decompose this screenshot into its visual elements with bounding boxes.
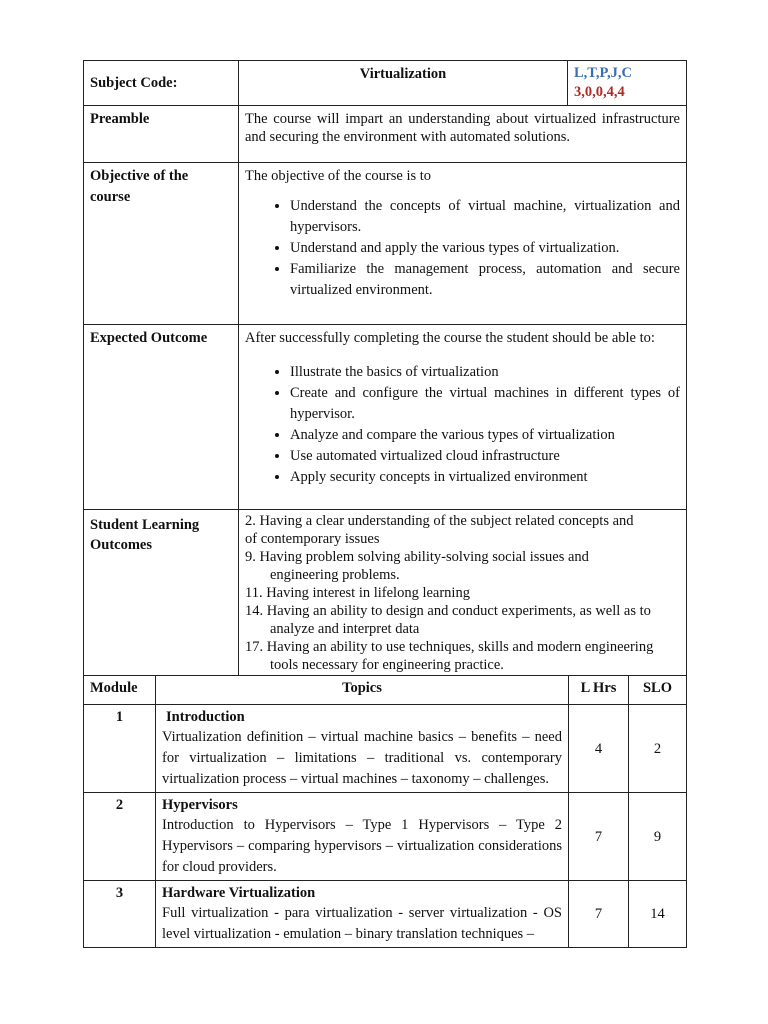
module-topics bbox=[156, 793, 569, 881]
module-title: Introduction bbox=[166, 709, 245, 725]
outcome-list bbox=[245, 362, 680, 488]
slo-row bbox=[84, 510, 687, 676]
slo-item-cont: tools necessary for engineering practice. bbox=[270, 657, 504, 673]
module-slo: 2 bbox=[629, 705, 687, 793]
module-row bbox=[84, 705, 687, 793]
module-lhrs: 4 bbox=[569, 705, 629, 793]
slo-cell bbox=[239, 510, 687, 676]
preamble-row bbox=[84, 106, 687, 163]
outcome-item: • Analyze and compare the various types of virtualization bbox=[290, 425, 680, 446]
syllabus-document bbox=[83, 60, 686, 948]
slo-item-cont: analyze and interpret data bbox=[270, 621, 420, 637]
header-row bbox=[84, 61, 687, 106]
outcome-row bbox=[84, 325, 687, 510]
module-body: Full virtualization - para virtualization - server virtualization - OS level virtualization - emulation – binary translation techniques – bbox=[162, 905, 562, 942]
ltpjc-label: L,T,P,J,C bbox=[574, 65, 633, 81]
slo-label: Student Learning Outcomes bbox=[84, 510, 239, 676]
objective-label: Objective of the course bbox=[84, 163, 239, 325]
module-row bbox=[84, 881, 687, 948]
slo-col-header: SLO bbox=[629, 676, 687, 705]
modules-table bbox=[83, 675, 687, 948]
slo-item bbox=[245, 602, 680, 638]
slo-item-line: 11. Having interest in lifelong learning bbox=[245, 585, 470, 601]
slo-item-line: 14. Having an ability to design and conduct experiments, as well as to bbox=[245, 603, 651, 619]
topics-col-header: Topics bbox=[156, 676, 569, 705]
slo-item bbox=[245, 638, 680, 674]
module-number: 1 bbox=[84, 705, 156, 793]
lhrs-col-header: L Hrs bbox=[569, 676, 629, 705]
ltpjc-values: 3,0,0,4,4 bbox=[574, 84, 625, 100]
module-col-header: Module bbox=[84, 676, 156, 705]
objective-item: • Understand and apply the various types of virtualization. bbox=[290, 238, 680, 259]
outcome-intro: After successfully completing the course the student should be able to: bbox=[245, 330, 655, 346]
slo-item-cont: engineering problems. bbox=[270, 567, 400, 583]
objective-intro: The objective of the course is to bbox=[245, 168, 432, 184]
outcome-item: • Use automated virtualized cloud infrastructure bbox=[290, 446, 680, 467]
outcome-cell bbox=[239, 325, 687, 510]
module-slo: 9 bbox=[629, 793, 687, 881]
course-info-table bbox=[83, 60, 687, 676]
module-topics bbox=[156, 881, 569, 948]
slo-item-line: 9. Having problem solving ability-solving social issues and bbox=[245, 549, 589, 565]
preamble-label: Preamble bbox=[84, 106, 239, 163]
slo-item bbox=[245, 512, 680, 548]
objective-cell bbox=[239, 163, 687, 325]
objective-row bbox=[84, 163, 687, 325]
slo-item-cont: of contemporary issues bbox=[245, 531, 380, 547]
outcome-label: Expected Outcome bbox=[84, 325, 239, 510]
module-lhrs: 7 bbox=[569, 793, 629, 881]
subject-code-label: Subject Code: bbox=[84, 61, 239, 106]
module-lhrs: 7 bbox=[569, 881, 629, 948]
module-number: 2 bbox=[84, 793, 156, 881]
outcome-item: • Illustrate the basics of virtualization bbox=[290, 362, 680, 383]
module-body: Introduction to Hypervisors – Type 1 Hypervisors – Type 2 Hypervisors – comparing hypervisors – virtualization considerations for cloud providers. bbox=[162, 817, 562, 875]
slo-item-line: 2. Having a clear understanding of the subject related concepts and bbox=[245, 513, 634, 529]
slo-item-line: 17. Having an ability to use techniques, skills and modern engineering bbox=[245, 639, 654, 655]
ltpjc-cell bbox=[568, 61, 687, 106]
outcome-item: • Create and configure the virtual machines in different types of hypervisor. bbox=[290, 383, 680, 425]
preamble-text: The course will impart an understanding about virtualized infrastructure and securing the environment with automated solutions. bbox=[239, 106, 687, 163]
module-topics bbox=[156, 705, 569, 793]
outcome-item: • Apply security concepts in virtualized environment bbox=[290, 467, 680, 488]
slo-item bbox=[245, 548, 680, 584]
course-title: Virtualization bbox=[239, 61, 568, 106]
module-body: Virtualization definition – virtual machine basics – benefits – need for virtualization – limitations – traditional vs. contemporary virtualization process – virtual machines – taxonomy – challenges. bbox=[162, 729, 562, 787]
module-title: Hardware Virtualization bbox=[162, 885, 316, 901]
module-title: Hypervisors bbox=[162, 797, 238, 813]
module-slo: 14 bbox=[629, 881, 687, 948]
objective-item: • Understand the concepts of virtual machine, virtualization and hypervisors. bbox=[290, 196, 680, 238]
objective-list bbox=[245, 196, 680, 301]
module-row bbox=[84, 793, 687, 881]
slo-item bbox=[245, 584, 680, 602]
module-number: 3 bbox=[84, 881, 156, 948]
modules-header-row bbox=[84, 676, 687, 705]
objective-item: • Familiarize the management process, automation and secure virtualized environment. bbox=[290, 259, 680, 301]
